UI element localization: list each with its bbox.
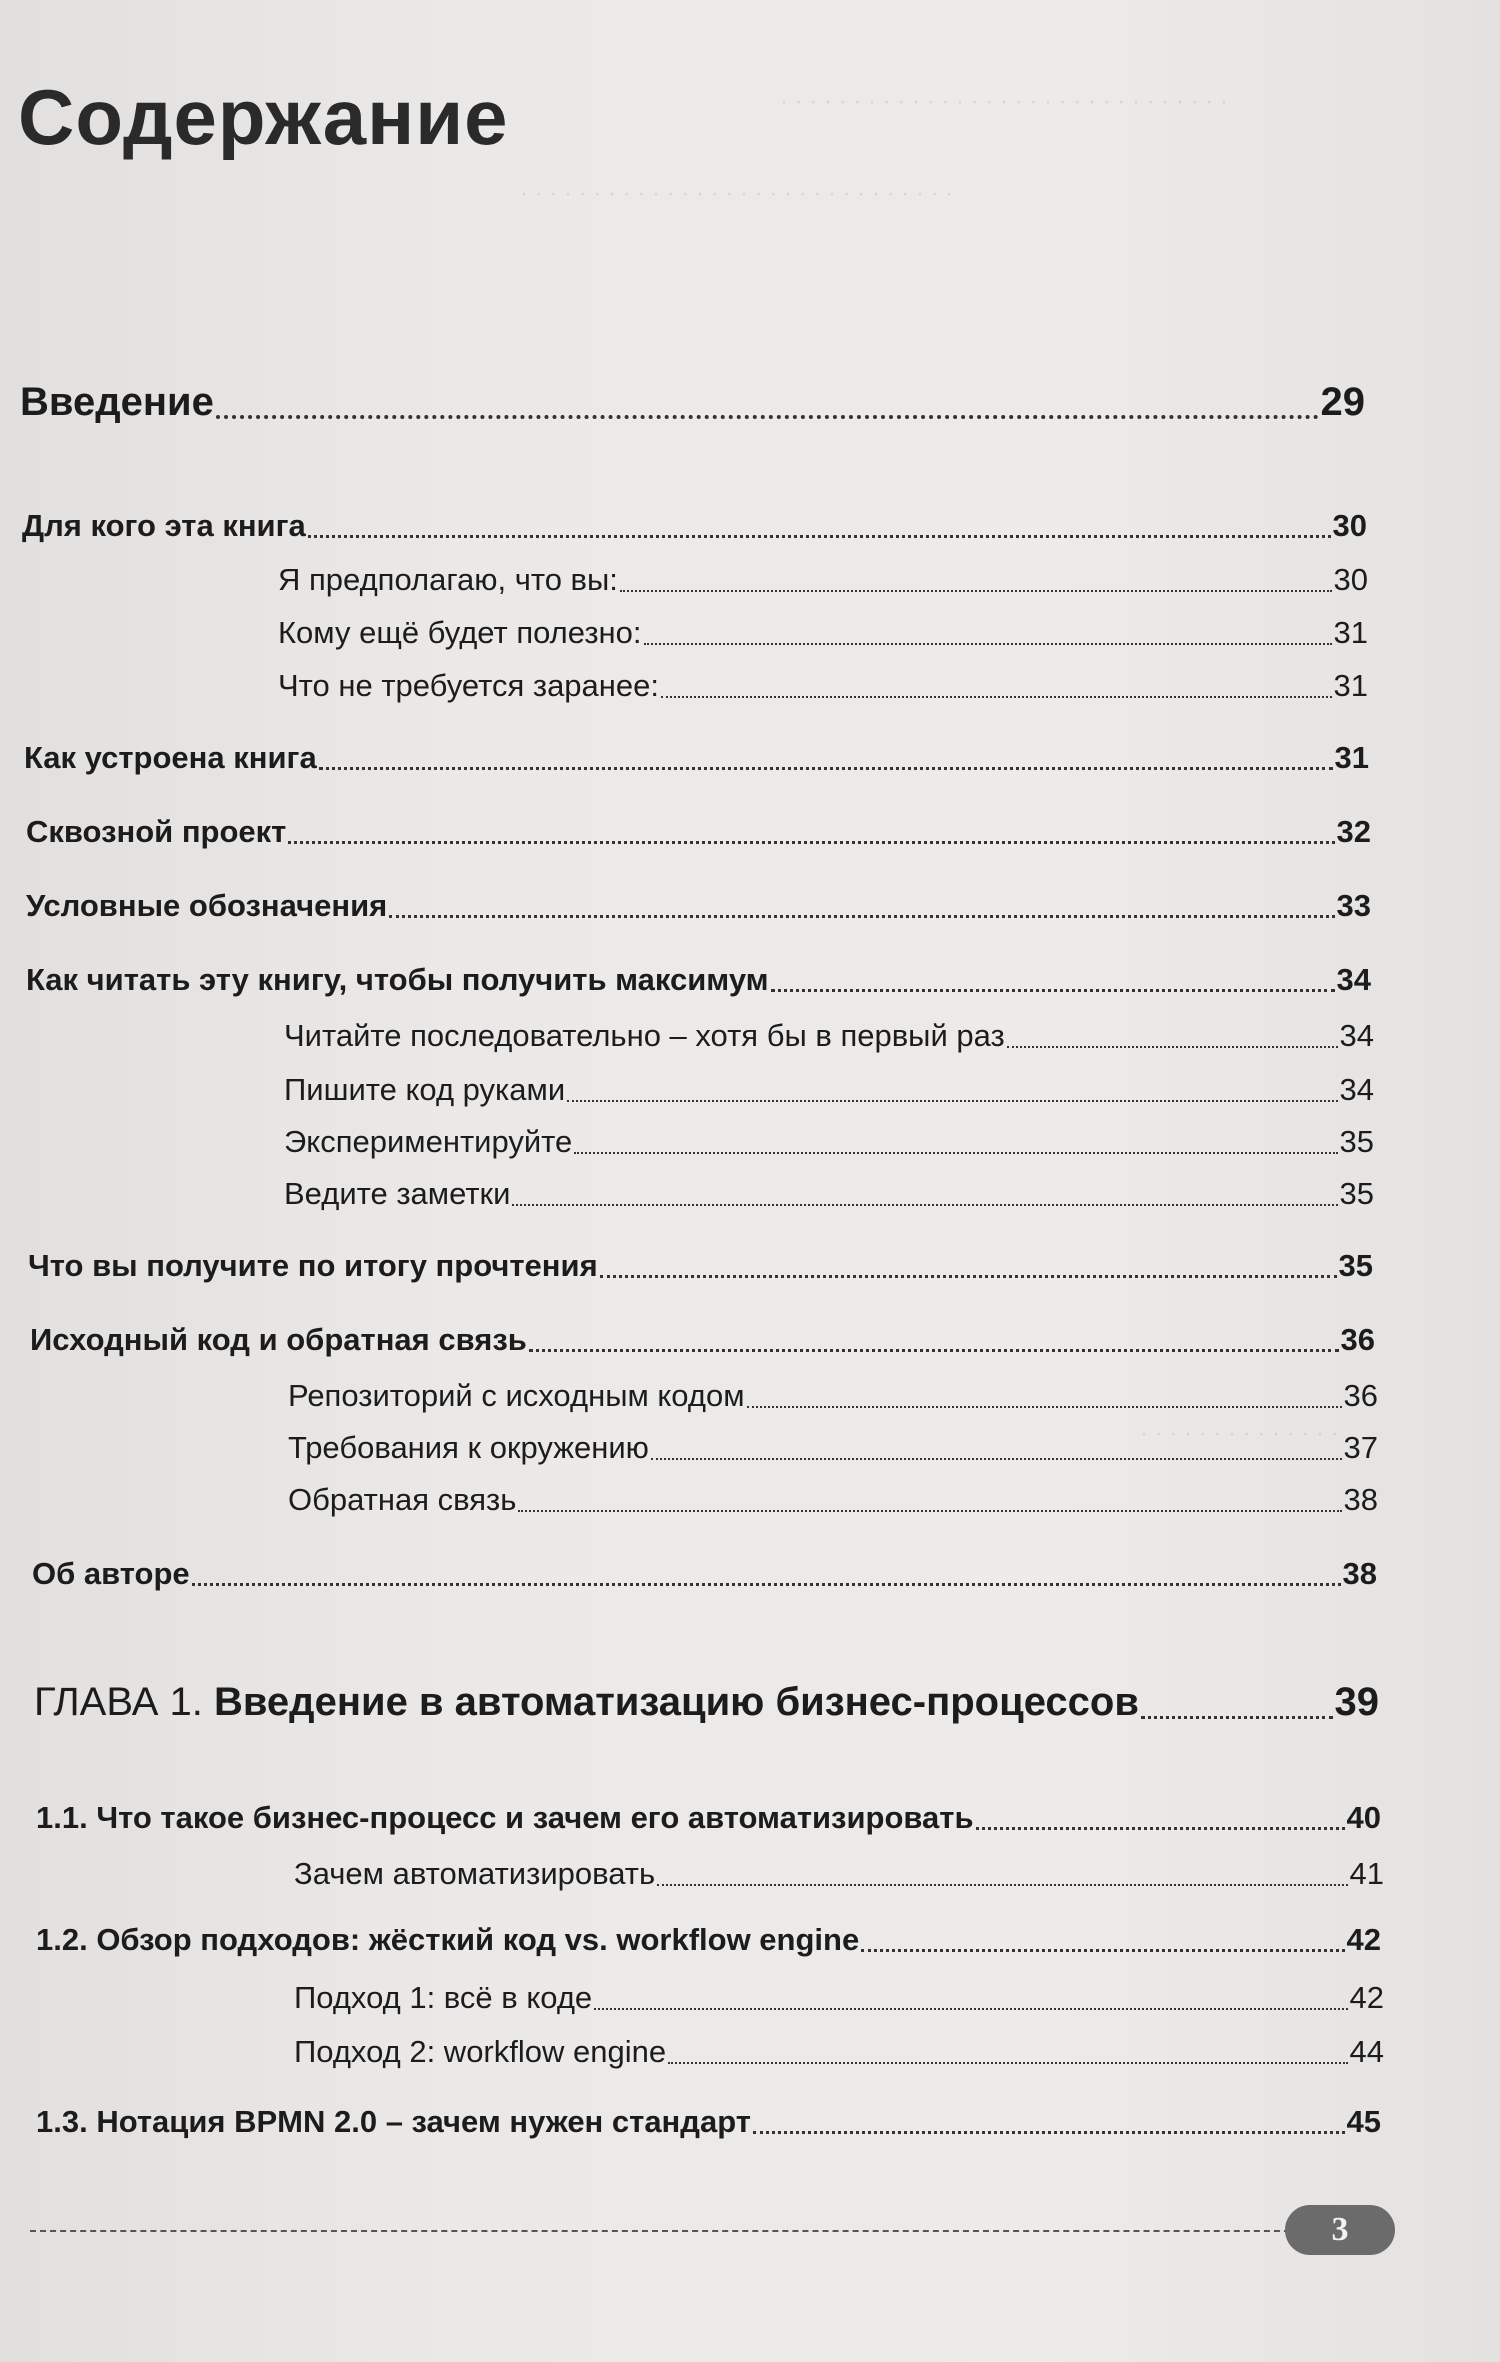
- toc-page-number: 30: [1333, 562, 1368, 597]
- toc-label: 1.3. Нотация BPMN 2.0 – зачем нужен стандарт: [36, 2104, 751, 2139]
- toc-page-number: 31: [1333, 668, 1368, 703]
- toc-page-number: 38: [1342, 1556, 1377, 1591]
- toc-entry: [26, 962, 1371, 998]
- toc-entry: [284, 1018, 1374, 1054]
- dot-leader: [192, 1583, 1341, 1586]
- toc-entry: [278, 615, 1368, 651]
- toc-label: Сквозной проект: [26, 814, 287, 849]
- dot-leader: [644, 643, 1332, 645]
- toc-page-number: 41: [1349, 1856, 1384, 1891]
- toc-page-number: 30: [1332, 508, 1367, 543]
- dot-leader: [518, 1510, 1341, 1512]
- toc-label: Я предполагаю, что вы:: [278, 562, 618, 597]
- toc-label: Что не требуется заранее:: [278, 668, 660, 703]
- toc-entry: [294, 2034, 1384, 2070]
- toc-label: Требования к окружению: [288, 1430, 649, 1465]
- toc-entry: [26, 888, 1371, 924]
- toc-label: Условные обозначения: [26, 888, 388, 923]
- toc-label: Для кого эта книга: [22, 508, 306, 543]
- dot-leader: [1141, 1716, 1333, 1719]
- bleed-through-text: · · · · · · · · · · · · · · · · · · · · · · · · · · · · · ·: [520, 180, 954, 207]
- toc-entry: [288, 1378, 1378, 1414]
- toc-page-number: 35: [1339, 1124, 1374, 1159]
- toc-page-number: 31: [1334, 740, 1369, 775]
- dot-leader: [657, 1884, 1347, 1886]
- toc-label: Зачем автоматизировать: [294, 1856, 656, 1891]
- toc-entry: [30, 1322, 1375, 1358]
- dot-leader: [1007, 1046, 1338, 1048]
- toc-entry: [36, 2104, 1381, 2140]
- toc-page-number: 39: [1334, 1680, 1379, 1724]
- dot-leader: [574, 1152, 1337, 1154]
- toc-entry: [288, 1430, 1378, 1466]
- toc-entry: [24, 740, 1369, 776]
- toc-page-number: 40: [1346, 1800, 1381, 1835]
- toc-page-number: 32: [1336, 814, 1371, 849]
- dot-leader: [389, 915, 1334, 918]
- toc-label: 1.2. Обзор подходов: жёсткий код vs. workflow engine: [36, 1922, 860, 1957]
- toc-entry: [36, 1922, 1381, 1958]
- dot-leader: [529, 1349, 1339, 1352]
- toc-entry: [32, 1556, 1377, 1592]
- dot-leader: [594, 2008, 1347, 2010]
- toc-label: Обратная связь: [288, 1482, 517, 1517]
- toc-label: Экспериментируйте: [284, 1124, 573, 1159]
- dot-leader: [668, 2062, 1347, 2064]
- toc-entry: [36, 1800, 1381, 1836]
- toc-label: Как читать эту книгу, чтобы получить максимум: [26, 962, 769, 997]
- toc-page-number: 31: [1333, 615, 1368, 650]
- toc-entry: [284, 1124, 1374, 1160]
- toc-page-number: 35: [1338, 1248, 1373, 1283]
- dot-leader: [319, 767, 1333, 770]
- toc-entry: [288, 1482, 1378, 1518]
- toc-entry: [26, 814, 1371, 850]
- toc-page-number: 34: [1336, 962, 1371, 997]
- toc-entry: [284, 1176, 1374, 1212]
- dot-leader: [216, 415, 1319, 419]
- toc-entry: [278, 562, 1368, 598]
- page-title: Содержание: [18, 73, 509, 161]
- toc-entry: [294, 1980, 1384, 2016]
- toc-label: Исходный код и обратная связь: [30, 1322, 527, 1357]
- bleed-through-text: · · · · · · · · · · · · · ·: [1140, 1420, 1339, 1447]
- toc-page-number: 37: [1343, 1430, 1378, 1465]
- toc-page-number: 36: [1343, 1378, 1378, 1413]
- toc-label: Подход 1: всё в коде: [294, 1980, 593, 2015]
- toc-page-number: 45: [1346, 2104, 1381, 2139]
- toc-page-number: 29: [1320, 380, 1365, 424]
- toc-label: Подход 2: workflow engine: [294, 2034, 667, 2069]
- toc-page-number: 42: [1349, 1980, 1384, 2015]
- dot-leader: [620, 590, 1332, 592]
- dot-leader: [651, 1458, 1342, 1460]
- toc-page-number: 38: [1343, 1482, 1378, 1517]
- toc-label: Пишите код руками: [284, 1072, 566, 1107]
- toc-label: Ведите заметки: [284, 1176, 511, 1211]
- toc-label: Как устроена книга: [24, 740, 317, 775]
- toc-page-number: 33: [1336, 888, 1371, 923]
- dot-leader: [861, 1949, 1344, 1952]
- toc-entry: [22, 508, 1367, 544]
- toc-label: Что вы получите по итогу прочтения: [28, 1248, 598, 1283]
- toc-label: Введение: [20, 380, 214, 424]
- page-number-badge: 3: [1285, 2205, 1395, 2255]
- toc-label: Об авторе: [32, 1556, 190, 1591]
- toc-entry-chapter-1: [34, 1680, 1379, 1725]
- toc-entry-intro: [20, 380, 1365, 425]
- dot-leader: [976, 1827, 1345, 1830]
- footer-dashed-line: [30, 2230, 1300, 2232]
- dot-leader: [288, 841, 1334, 844]
- chapter-heading: [34, 1680, 1139, 1725]
- dot-leader: [567, 1100, 1337, 1102]
- toc-page-number: 34: [1339, 1018, 1374, 1053]
- chapter-prefix: ГЛАВА 1.: [34, 1680, 203, 1724]
- toc-label: 1.1. Что такое бизнес-процесс и зачем его автоматизировать: [36, 1800, 974, 1835]
- dot-leader: [771, 989, 1335, 992]
- bleed-through-text: · · · · · · · · · · · · · · · · · · · · · · · · · · · · · · ·: [780, 88, 1228, 115]
- toc-page-number: 36: [1340, 1322, 1375, 1357]
- toc-label: Читайте последовательно – хотя бы в первый раз: [284, 1018, 1005, 1053]
- toc-entry: [28, 1248, 1373, 1284]
- toc-label: Кому ещё будет полезно:: [278, 615, 642, 650]
- toc-page-number: 44: [1349, 2034, 1384, 2069]
- toc-entry: [278, 668, 1368, 704]
- chapter-title: Введение в автоматизацию бизнес-процессов: [213, 1680, 1139, 1724]
- dot-leader: [747, 1406, 1342, 1408]
- toc-entry: [284, 1072, 1374, 1108]
- dot-leader: [661, 696, 1332, 698]
- dot-leader: [753, 2131, 1345, 2134]
- dot-leader: [600, 1275, 1337, 1278]
- toc-page-number: 35: [1339, 1176, 1374, 1211]
- toc-page-number: 34: [1339, 1072, 1374, 1107]
- dot-leader: [512, 1204, 1337, 1206]
- toc-page-number: 42: [1346, 1922, 1381, 1957]
- toc-label: Репозиторий с исходным кодом: [288, 1378, 745, 1413]
- toc-entry: [294, 1856, 1384, 1892]
- dot-leader: [308, 535, 1331, 538]
